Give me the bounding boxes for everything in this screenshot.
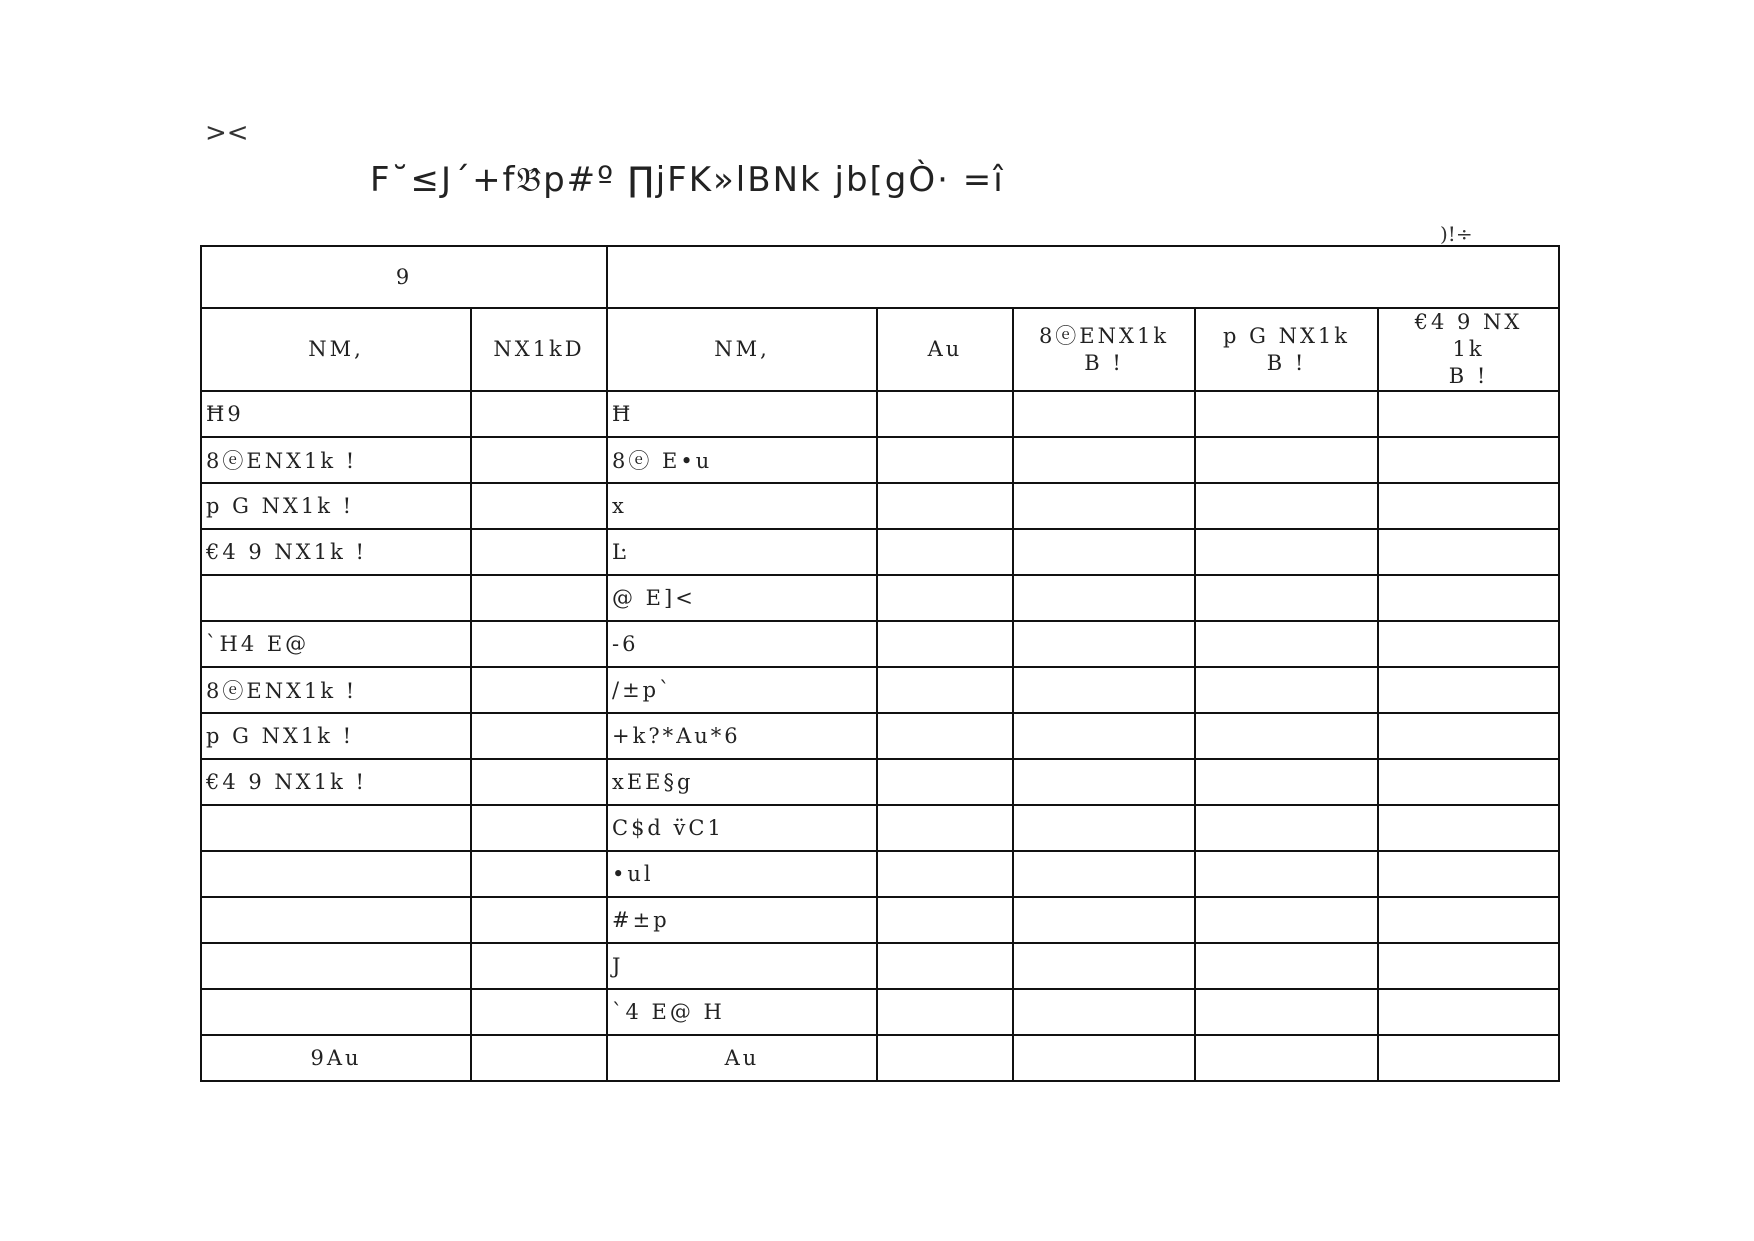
table-row	[201, 483, 1559, 529]
table-cell[interactable]: C$d v̈C1	[607, 805, 877, 851]
table-cell[interactable]	[1378, 897, 1559, 943]
table-cell[interactable]	[1013, 851, 1195, 897]
table-cell[interactable]	[471, 391, 607, 437]
table-cell[interactable]	[471, 575, 607, 621]
table-cell[interactable]	[1378, 529, 1559, 575]
table-cell[interactable]	[877, 851, 1013, 897]
table-cell[interactable]	[1378, 759, 1559, 805]
table-total-row	[201, 1035, 1559, 1081]
table-row	[201, 529, 1559, 575]
table-cell[interactable]: `H4 E@	[201, 621, 471, 667]
table-cell[interactable]: -6	[607, 621, 877, 667]
header-cell: NX1kD	[471, 308, 607, 391]
table-row	[201, 621, 1559, 667]
table-cell[interactable]: /±p`	[607, 667, 877, 713]
table-cell[interactable]	[471, 897, 607, 943]
table-cell[interactable]	[877, 989, 1013, 1035]
table-row	[201, 391, 1559, 437]
table-cell[interactable]	[201, 989, 471, 1035]
header-cell: Au	[877, 308, 1013, 391]
table-top-row	[201, 246, 1559, 308]
table-cell[interactable]	[471, 851, 607, 897]
table-cell[interactable]	[1195, 529, 1378, 575]
table-cell[interactable]	[877, 805, 1013, 851]
table-cell[interactable]	[1195, 805, 1378, 851]
table-cell[interactable]: #±p	[607, 897, 877, 943]
header-cell: NM,	[607, 308, 877, 391]
table-cell[interactable]: 8ⓔ E•u	[607, 437, 877, 483]
top-right-cell	[607, 246, 1559, 308]
table-cell[interactable]: Ŀ	[607, 529, 877, 575]
total-cell[interactable]	[1378, 1035, 1559, 1081]
table-cell[interactable]	[1195, 667, 1378, 713]
total-cell[interactable]	[1195, 1035, 1378, 1081]
table-cell[interactable]: 8ⓔENX1k !	[201, 437, 471, 483]
table-cell[interactable]: p G NX1k !	[201, 483, 471, 529]
table-cell[interactable]	[201, 805, 471, 851]
page-title: F˘≤J´+f𝔅̂p#º ∏jFK»lBNk jb[gÒ· =î	[370, 160, 1005, 200]
table-cell[interactable]	[1378, 483, 1559, 529]
header-cell: €4 9 NX 1k B !	[1378, 308, 1559, 391]
table-cell[interactable]	[471, 713, 607, 759]
table-cell[interactable]: p G NX1k !	[201, 713, 471, 759]
table-cell[interactable]	[1195, 759, 1378, 805]
table-cell[interactable]	[471, 621, 607, 667]
table-cell[interactable]	[877, 667, 1013, 713]
table-cell[interactable]	[1195, 437, 1378, 483]
table-cell[interactable]	[471, 667, 607, 713]
table-cell[interactable]	[1195, 851, 1378, 897]
header-cell: p G NX1k B !	[1195, 308, 1378, 391]
table-cell[interactable]	[471, 483, 607, 529]
table-row	[201, 805, 1559, 851]
table-cell[interactable]	[1378, 437, 1559, 483]
table-row	[201, 897, 1559, 943]
table-cell[interactable]: €4 9 NX1k !	[201, 759, 471, 805]
table-cell[interactable]	[1378, 713, 1559, 759]
table-cell[interactable]	[1378, 391, 1559, 437]
table-cell[interactable]: •ul	[607, 851, 877, 897]
table-cell[interactable]	[1013, 713, 1195, 759]
table-cell[interactable]: @ E]<	[607, 575, 877, 621]
unit-label: )!÷	[1440, 222, 1473, 246]
table-cell[interactable]	[1013, 483, 1195, 529]
total-cell[interactable]: Au	[607, 1035, 877, 1081]
table-row	[201, 575, 1559, 621]
header-cell: NM,	[201, 308, 471, 391]
table-cell[interactable]	[471, 437, 607, 483]
table-cell[interactable]	[877, 759, 1013, 805]
table-cell[interactable]	[1013, 805, 1195, 851]
table-cell[interactable]	[1378, 851, 1559, 897]
table-cell[interactable]	[1013, 667, 1195, 713]
table-cell[interactable]	[1378, 989, 1559, 1035]
table-cell[interactable]	[471, 529, 607, 575]
table-cell[interactable]	[1013, 759, 1195, 805]
table-cell[interactable]	[1013, 529, 1195, 575]
total-cell[interactable]	[471, 1035, 607, 1081]
table-cell[interactable]: Ħ9	[201, 391, 471, 437]
table-cell[interactable]	[1195, 391, 1378, 437]
table-cell[interactable]: +k?*Au*6	[607, 713, 877, 759]
table-cell[interactable]	[471, 943, 607, 989]
table-cell[interactable]	[877, 943, 1013, 989]
table-cell[interactable]	[1013, 897, 1195, 943]
table-row	[201, 713, 1559, 759]
table-cell[interactable]	[201, 897, 471, 943]
table-cell[interactable]	[1195, 943, 1378, 989]
table-cell[interactable]	[877, 575, 1013, 621]
table-cell[interactable]	[1013, 437, 1195, 483]
table-cell[interactable]	[1013, 621, 1195, 667]
top-left-cell: 9	[201, 246, 607, 308]
table-cell[interactable]: Ħ	[607, 391, 877, 437]
table-row	[201, 943, 1559, 989]
table-row	[201, 437, 1559, 483]
table-cell[interactable]: `4 E@ H	[607, 989, 877, 1035]
table-cell[interactable]	[1013, 575, 1195, 621]
table-cell[interactable]	[877, 897, 1013, 943]
table-cell[interactable]	[471, 989, 607, 1035]
table-cell[interactable]: xEE§g	[607, 759, 877, 805]
table-cell[interactable]	[1378, 621, 1559, 667]
table-cell[interactable]: 8ⓔENX1k !	[201, 667, 471, 713]
form-table	[200, 245, 1560, 1082]
table-cell[interactable]: €4 9 NX1k !	[201, 529, 471, 575]
table-cell[interactable]: J	[607, 943, 877, 989]
table-header-row	[201, 308, 1559, 391]
total-cell[interactable]	[877, 1035, 1013, 1081]
table-cell[interactable]	[877, 529, 1013, 575]
table-cell[interactable]	[201, 575, 471, 621]
table-cell[interactable]	[1195, 713, 1378, 759]
table-row	[201, 667, 1559, 713]
table-cell[interactable]	[201, 943, 471, 989]
total-cell[interactable]: 9Au	[201, 1035, 471, 1081]
table-cell[interactable]	[1378, 575, 1559, 621]
table-cell[interactable]: x	[607, 483, 877, 529]
table-cell[interactable]	[1013, 989, 1195, 1035]
table-cell[interactable]	[1013, 943, 1195, 989]
table-cell[interactable]	[201, 851, 471, 897]
table-cell[interactable]	[1378, 667, 1559, 713]
header-cell: 8ⓔENX1k B !	[1013, 308, 1195, 391]
table-row	[201, 759, 1559, 805]
table-cell[interactable]	[1013, 391, 1195, 437]
table-cell[interactable]	[1378, 943, 1559, 989]
table-cell[interactable]	[1195, 483, 1378, 529]
table-cell[interactable]	[877, 437, 1013, 483]
table-cell[interactable]	[471, 805, 607, 851]
corner-mark: ><	[205, 118, 249, 148]
table-cell[interactable]	[1378, 805, 1559, 851]
table-cell[interactable]	[877, 391, 1013, 437]
table-cell[interactable]	[1195, 575, 1378, 621]
table-cell[interactable]	[1195, 897, 1378, 943]
table-cell[interactable]	[471, 759, 607, 805]
table-row	[201, 851, 1559, 897]
table-cell[interactable]	[877, 713, 1013, 759]
table-row	[201, 989, 1559, 1035]
table-cell[interactable]	[1195, 989, 1378, 1035]
table-cell[interactable]	[877, 483, 1013, 529]
total-cell[interactable]	[1013, 1035, 1195, 1081]
table-cell[interactable]	[877, 621, 1013, 667]
table-cell[interactable]	[1195, 621, 1378, 667]
